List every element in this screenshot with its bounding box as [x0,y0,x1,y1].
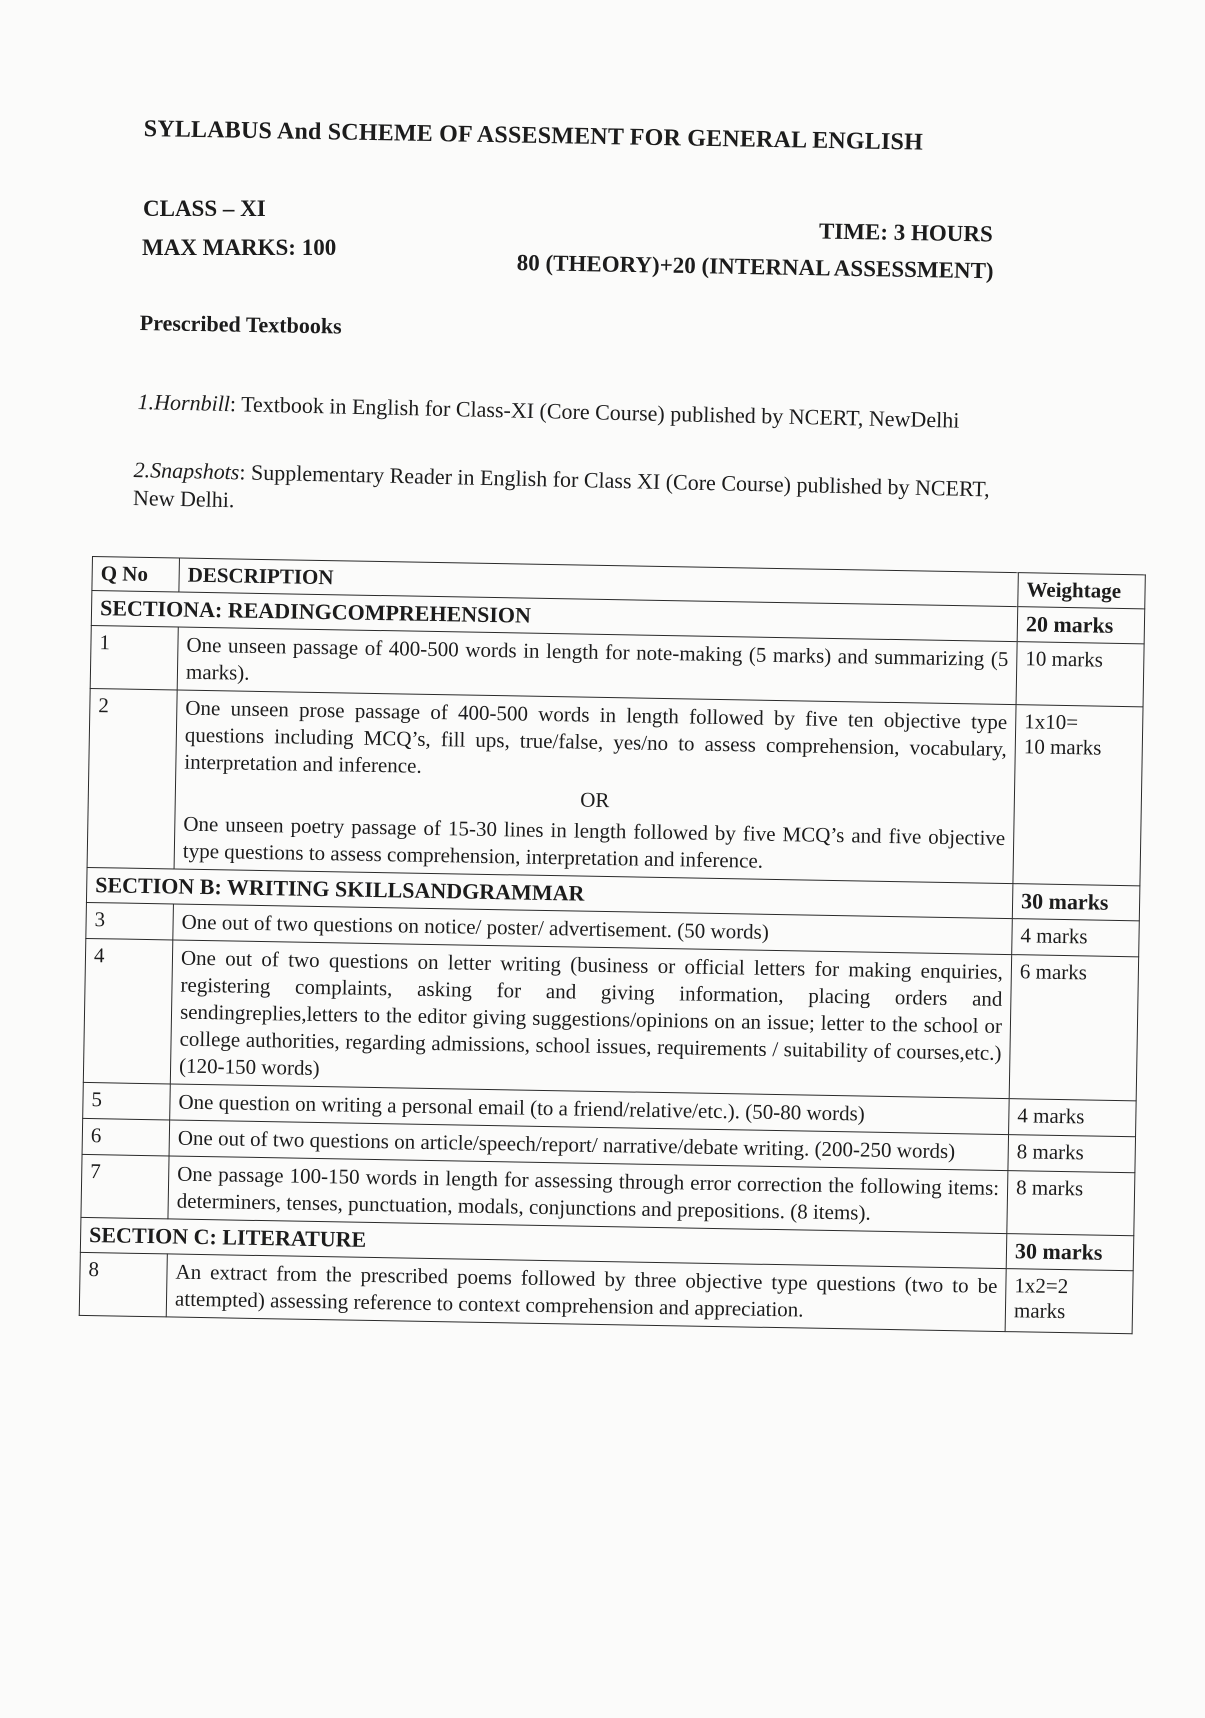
q8-marks [1005,1269,1133,1334]
table-row [87,688,1143,885]
q8-description: An extract from the prescribed poems followed by three objective type questions (two to be attempted) assessing reference to context comprehension and appreciation. [166,1254,1006,1332]
textbook-1-prefix: 1. [137,388,155,415]
q3-number: 3 [86,902,174,940]
section-a-title: SECTIONA: READINGCOMPREHENSION [91,591,1017,642]
q3-marks: 4 marks [1012,919,1140,957]
section-c-marks: 30 marks [1006,1234,1134,1271]
q2-description-prose: One unseen prose passage of 400-500 words in length followed by five ten objective type questions including MCQ’s, fill ups, true/false, yes/no to assess comprehension, vocabulary, interpretation and inference. [184,695,1008,778]
q8-marks-total: marks [1013,1298,1066,1324]
max-marks: MAX MARKS: 100 [142,235,337,260]
q2-marks [1013,705,1143,886]
textbook-1 [137,388,1007,436]
section-b-title: SECTION B: WRITING SKILLSANDGRAMMAR [86,867,1012,918]
textbook-2-name: Snapshots [149,457,240,485]
assessment-table [79,556,1146,1334]
assessment-table-wrap [79,556,1146,1334]
q8-marks-calc: 1x2=2 [1014,1273,1069,1299]
header-qno: Q No [92,557,180,593]
q4-number: 4 [83,938,172,1083]
q5-marks: 4 marks [1009,1099,1137,1137]
document-title: SYLLABUS And SCHEME OF ASSESMENT FOR GENERAL ENGLISH [143,116,924,156]
textbook-2 [133,456,1024,532]
section-c-title: SECTION C: LITERATURE [80,1217,1006,1268]
exam-time: TIME: 3 HOURS [818,218,994,247]
q7-number: 7 [81,1154,169,1219]
q5-number: 5 [83,1082,171,1120]
q5-description: One question on writing a personal email (to a friend/relative/etc.). (50-80 words) [170,1084,1010,1135]
textbook-1-name: Hornbill [153,389,231,417]
header-weightage: Weightage [1018,573,1146,609]
q1-description: One unseen passage of 400-500 words in length for note-making (5 marks) and summarizing (5 marks). [177,627,1017,705]
q6-description: One out of two questions on article/speech/report/ narrative/debate writing. (200-250 words) [169,1120,1009,1171]
q4-description: One out of two questions on letter writing (business or official letters for making enquiries, registering complaints, asking for and giving information, placing orders and sendingreplies,letters to the editor giving suggestions/opinions on an issue; letter to the school or college authorities, regarding admissions, school issues, requirements / suitability of courses,etc.) (120-150 words) [170,940,1011,1099]
q1-number: 1 [90,625,178,690]
textbook-2-prefix: 2. [133,456,151,483]
q3-description: One out of two questions on notice/ poster/ advertisement. (50 words) [173,904,1013,955]
q2-description-poetry: One unseen poetry passage of 15-30 lines in length followed by five MCQ’s and five objective type questions to assess comprehension, interpretation and inference. [182,811,1006,873]
textbook-2-text: : Supplementary Reader in English for Class XI (Core Course) published by NCERT, New Delhi. [132,459,990,513]
q2-marks-total: 10 marks [1023,734,1102,760]
prescribed-textbooks-heading: Prescribed Textbooks [139,310,342,339]
q2-description [174,690,1016,884]
q4-marks: 6 marks [1009,955,1138,1101]
q7-marks: 8 marks [1007,1171,1135,1236]
table-row [83,938,1138,1100]
class-label: CLASS – XI [143,196,266,221]
q6-number: 6 [82,1118,170,1156]
header-description: DESCRIPTION [179,558,1018,607]
q2-marks-calc: 1x10= [1024,709,1079,735]
marks-split: 80 (THEORY)+20 (INTERNAL ASSESSMENT) [516,250,994,284]
q2-or: OR [580,787,610,813]
q8-number: 8 [79,1252,167,1317]
q7-description: One passage 100-150 words in length for assessing through error correction the following items: determiners, tenses, punctuation, modals, conjunctions and prepositions. (8 items). [168,1156,1008,1234]
q1-marks: 10 marks [1016,642,1144,707]
section-a-marks: 20 marks [1017,607,1145,644]
textbook-1-text: : Textbook in English for Class-XI (Core Course) published by NCERT, NewDelhi [229,391,960,433]
section-b-marks: 30 marks [1012,884,1140,921]
q2-number: 2 [87,688,177,868]
q6-marks: 8 marks [1008,1135,1136,1173]
